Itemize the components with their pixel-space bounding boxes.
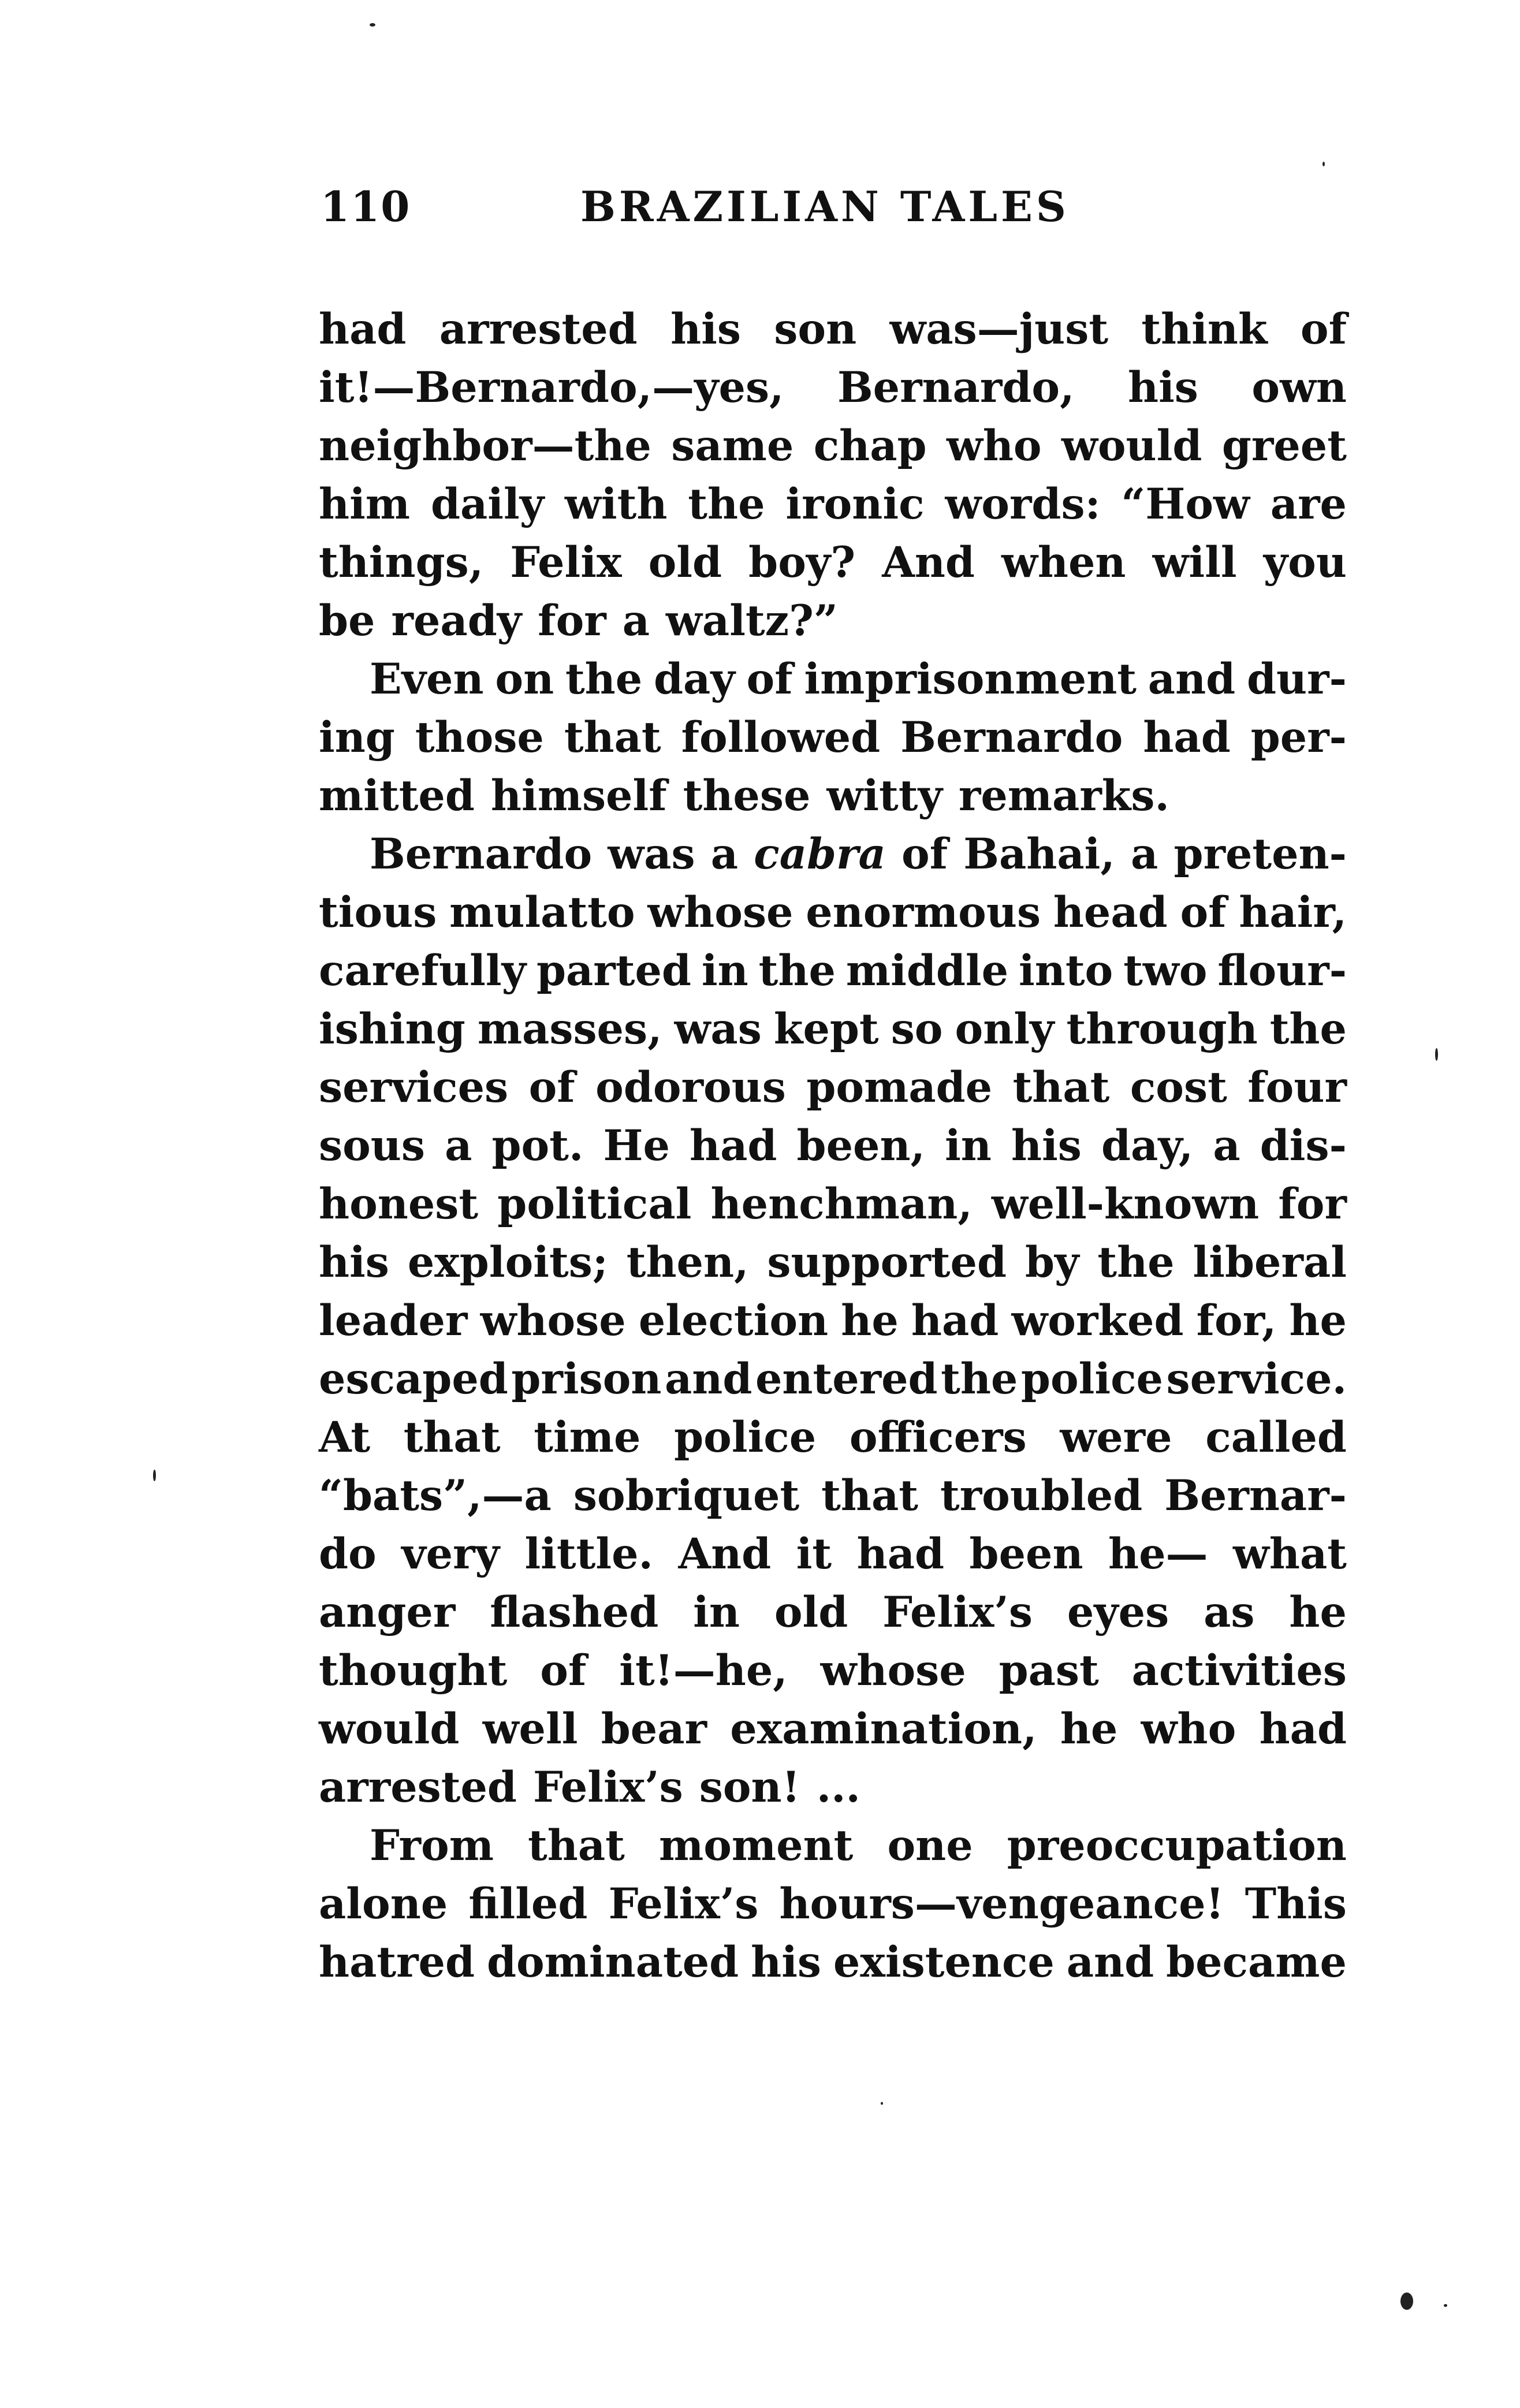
word: that bbox=[528, 1821, 625, 1870]
text-line bbox=[319, 534, 1347, 592]
scan-speck bbox=[153, 1470, 156, 1481]
word: boy? bbox=[748, 538, 856, 587]
word: ironic bbox=[785, 479, 925, 529]
word: service. bbox=[1166, 1354, 1347, 1404]
word: and bbox=[665, 1354, 752, 1404]
word: arrested bbox=[439, 304, 638, 354]
text-line bbox=[319, 475, 1347, 534]
word: day bbox=[653, 654, 735, 704]
word: it!—he, bbox=[619, 1646, 788, 1695]
word: would bbox=[1061, 421, 1202, 471]
text-line bbox=[319, 1525, 1347, 1583]
word: his bbox=[319, 1237, 389, 1287]
word: dis- bbox=[1260, 1121, 1347, 1171]
word: a bbox=[1213, 1121, 1240, 1171]
text-line bbox=[319, 650, 1347, 709]
word: of bbox=[901, 829, 948, 879]
word: had bbox=[911, 1296, 999, 1345]
word: little. bbox=[524, 1529, 653, 1579]
word: a bbox=[622, 596, 650, 646]
word: a bbox=[1130, 829, 1158, 879]
word: ing bbox=[319, 713, 395, 762]
word: him bbox=[319, 479, 411, 529]
word: had bbox=[856, 1529, 945, 1579]
word: for, bbox=[1196, 1296, 1277, 1345]
word: Bernardo bbox=[900, 713, 1123, 762]
page-header bbox=[321, 182, 1348, 251]
word: preten- bbox=[1173, 829, 1347, 879]
word: of bbox=[1300, 304, 1347, 354]
word: be bbox=[319, 596, 375, 646]
word: own bbox=[1251, 363, 1347, 412]
word: services bbox=[319, 1063, 509, 1112]
word: himself bbox=[490, 771, 667, 821]
word: flour- bbox=[1217, 946, 1347, 996]
word: words: bbox=[945, 479, 1101, 529]
word: when bbox=[1001, 538, 1126, 587]
text-line bbox=[319, 942, 1347, 1000]
word: had bbox=[1143, 713, 1231, 762]
word: alone bbox=[319, 1879, 448, 1929]
word: of bbox=[528, 1063, 575, 1112]
word: two bbox=[1123, 946, 1208, 996]
word: Bernardo bbox=[370, 829, 593, 879]
word: it!—Bernardo,—yes, bbox=[319, 363, 784, 412]
word: had bbox=[690, 1121, 777, 1171]
word: Felix’s bbox=[882, 1587, 1033, 1637]
text-line bbox=[319, 825, 1347, 884]
text-line bbox=[319, 1817, 1347, 1875]
word: the bbox=[565, 654, 643, 704]
word: on bbox=[495, 654, 554, 704]
word: the bbox=[758, 946, 836, 996]
word: sous bbox=[319, 1121, 425, 1171]
text-line bbox=[319, 1875, 1347, 1933]
word: cost bbox=[1130, 1063, 1227, 1112]
text-line bbox=[319, 1467, 1347, 1525]
word: escaped bbox=[319, 1354, 508, 1404]
word: called bbox=[1205, 1412, 1347, 1462]
word: what bbox=[1233, 1529, 1347, 1579]
word: for bbox=[1278, 1179, 1347, 1229]
word: At bbox=[319, 1412, 371, 1462]
text-line bbox=[319, 709, 1347, 767]
word: had bbox=[319, 304, 407, 354]
text-line bbox=[319, 1642, 1347, 1700]
word: things, bbox=[319, 538, 484, 587]
text-line bbox=[319, 1175, 1347, 1233]
word: kept bbox=[773, 1004, 879, 1054]
word: henchman, bbox=[710, 1179, 973, 1229]
word: son! bbox=[699, 1762, 800, 1812]
word: greet bbox=[1221, 421, 1347, 471]
word: well bbox=[482, 1704, 578, 1754]
word: old bbox=[774, 1587, 848, 1637]
word: officers bbox=[849, 1412, 1027, 1462]
word: that bbox=[403, 1412, 501, 1462]
word: been bbox=[969, 1529, 1083, 1579]
word: day, bbox=[1101, 1121, 1194, 1171]
text-line bbox=[319, 1058, 1347, 1117]
word: the bbox=[1269, 1004, 1347, 1054]
word: dominated bbox=[486, 1937, 739, 1987]
word: From bbox=[370, 1821, 494, 1870]
word: followed bbox=[681, 713, 881, 762]
word: that bbox=[1012, 1063, 1110, 1112]
word: the bbox=[688, 479, 765, 529]
word: would bbox=[319, 1704, 460, 1754]
word: you bbox=[1263, 538, 1347, 587]
word: are bbox=[1270, 479, 1347, 529]
word: son bbox=[774, 304, 857, 354]
word: that bbox=[564, 713, 661, 762]
scan-speck bbox=[1435, 1048, 1438, 1061]
word: whose bbox=[820, 1646, 966, 1695]
word: he bbox=[841, 1296, 899, 1345]
word: do bbox=[319, 1529, 377, 1579]
text-line bbox=[319, 1933, 1347, 1992]
word: he bbox=[1289, 1296, 1347, 1345]
text-line bbox=[319, 359, 1347, 417]
word: in bbox=[693, 1587, 740, 1637]
word: he— bbox=[1108, 1529, 1208, 1579]
word: imprisonment bbox=[804, 654, 1137, 704]
word: was—just bbox=[889, 304, 1109, 354]
word: who bbox=[947, 421, 1042, 471]
word: activities bbox=[1131, 1646, 1347, 1695]
word: hair, bbox=[1239, 888, 1347, 937]
word: a bbox=[710, 829, 739, 879]
word: hatred bbox=[319, 1937, 475, 1987]
word: the bbox=[941, 1354, 1018, 1404]
word: same bbox=[671, 421, 794, 471]
word: neighbor—the bbox=[319, 421, 651, 471]
word: existence bbox=[833, 1937, 1055, 1987]
word: Bernardo, bbox=[837, 363, 1075, 412]
word: he bbox=[1060, 1704, 1118, 1754]
word: examination, bbox=[730, 1704, 1037, 1754]
word: the bbox=[1097, 1237, 1175, 1287]
running-title: BRAZILIAN TALES bbox=[580, 182, 1070, 231]
word: was bbox=[674, 1004, 762, 1054]
word: mulatto bbox=[449, 888, 635, 937]
word: who bbox=[1141, 1704, 1236, 1754]
word: election bbox=[638, 1296, 829, 1345]
word: thought bbox=[319, 1646, 508, 1695]
word: per- bbox=[1250, 713, 1347, 762]
text-line bbox=[319, 1292, 1347, 1350]
word: one bbox=[887, 1821, 973, 1870]
word: a bbox=[445, 1121, 472, 1171]
word: pot. bbox=[491, 1121, 584, 1171]
word: witty bbox=[826, 771, 942, 821]
word: his bbox=[751, 1937, 822, 1987]
word: “bats”,—a bbox=[319, 1471, 552, 1520]
word: middle bbox=[845, 946, 1009, 996]
word: entered bbox=[755, 1354, 938, 1404]
word: only bbox=[955, 1004, 1055, 1054]
word: Felix’s bbox=[608, 1879, 759, 1929]
word: bear bbox=[601, 1704, 707, 1754]
word: Bernar- bbox=[1164, 1471, 1347, 1520]
text-line bbox=[319, 592, 1347, 650]
word: anger bbox=[319, 1587, 456, 1637]
word: ... bbox=[816, 1762, 860, 1812]
word: pomade bbox=[806, 1063, 993, 1112]
word: time bbox=[534, 1412, 641, 1462]
word: remarks. bbox=[958, 771, 1169, 821]
word: flashed bbox=[490, 1587, 659, 1637]
word: old bbox=[648, 538, 722, 587]
word: carefully bbox=[319, 946, 527, 996]
word: think bbox=[1141, 304, 1268, 354]
word: were bbox=[1060, 1412, 1172, 1462]
word: his bbox=[1128, 363, 1198, 412]
word: mitted bbox=[319, 771, 475, 821]
word: been, bbox=[796, 1121, 925, 1171]
word: “How bbox=[1121, 479, 1250, 529]
word: tious bbox=[319, 888, 437, 937]
text-line bbox=[319, 1000, 1347, 1058]
word: prison bbox=[511, 1354, 662, 1404]
word: head bbox=[1053, 888, 1168, 937]
word: police bbox=[674, 1412, 817, 1462]
word: dur- bbox=[1247, 654, 1347, 704]
word: moment bbox=[658, 1821, 854, 1870]
word: waltz?” bbox=[666, 596, 838, 646]
word: his bbox=[670, 304, 741, 354]
word: whose bbox=[480, 1296, 626, 1345]
word: whose bbox=[647, 888, 793, 937]
word: exploits; bbox=[407, 1237, 608, 1287]
word: parted bbox=[536, 946, 691, 996]
word: filled bbox=[468, 1879, 588, 1929]
word: supported bbox=[767, 1237, 1007, 1287]
word: for bbox=[538, 596, 606, 646]
word: of bbox=[1180, 888, 1227, 937]
word: it bbox=[796, 1529, 832, 1579]
scan-speck bbox=[881, 2102, 883, 2105]
word: ishing bbox=[319, 1004, 465, 1054]
word: and bbox=[1148, 654, 1236, 704]
word: and bbox=[1066, 1937, 1154, 1987]
word: had bbox=[1259, 1704, 1347, 1754]
word: And bbox=[678, 1529, 772, 1579]
word: Bahai, bbox=[963, 829, 1115, 879]
word: became bbox=[1166, 1937, 1347, 1987]
word: Felix’s bbox=[532, 1762, 683, 1812]
text-line bbox=[319, 300, 1347, 359]
word: past bbox=[999, 1646, 1099, 1695]
word: very bbox=[401, 1529, 500, 1579]
word: police bbox=[1020, 1354, 1163, 1404]
text-line bbox=[319, 1350, 1347, 1408]
word: Felix bbox=[510, 538, 622, 587]
word: in bbox=[945, 1121, 992, 1171]
word: those bbox=[415, 713, 544, 762]
text-line bbox=[319, 1233, 1347, 1292]
word: then, bbox=[626, 1237, 749, 1287]
word: through bbox=[1066, 1004, 1258, 1054]
scan-speck bbox=[370, 23, 375, 27]
word: was bbox=[608, 829, 695, 879]
scan-speck bbox=[1400, 2293, 1413, 2310]
word: by bbox=[1024, 1237, 1079, 1287]
word: of bbox=[540, 1646, 587, 1695]
word: in bbox=[701, 946, 748, 996]
text-line bbox=[319, 767, 1347, 825]
word: troubled bbox=[940, 1471, 1143, 1520]
word: into bbox=[1019, 946, 1113, 996]
word: ready bbox=[391, 596, 522, 646]
page-number: 110 bbox=[321, 182, 411, 231]
word: liberal bbox=[1193, 1237, 1347, 1287]
word: preoccupation bbox=[1007, 1821, 1347, 1870]
word: daily bbox=[430, 479, 545, 529]
word: cabra bbox=[754, 829, 886, 879]
word: leader bbox=[319, 1296, 468, 1345]
word: He bbox=[603, 1121, 670, 1171]
word: well-known bbox=[991, 1179, 1260, 1229]
word: honest bbox=[319, 1179, 479, 1229]
word: these bbox=[683, 771, 811, 821]
body-text bbox=[319, 300, 1347, 1992]
word: political bbox=[497, 1179, 692, 1229]
word: hours—vengeance! bbox=[779, 1879, 1224, 1929]
word: worked bbox=[1011, 1296, 1184, 1345]
text-line bbox=[319, 1408, 1347, 1467]
scan-speck bbox=[1444, 2304, 1447, 2307]
word: as bbox=[1204, 1587, 1255, 1637]
word: And bbox=[882, 538, 975, 587]
word: so bbox=[891, 1004, 943, 1054]
word: This bbox=[1245, 1879, 1347, 1929]
text-line bbox=[319, 417, 1347, 475]
word: four bbox=[1247, 1063, 1347, 1112]
word: odorous bbox=[595, 1063, 786, 1112]
word: enormous bbox=[806, 888, 1041, 937]
word: eyes bbox=[1067, 1587, 1169, 1637]
word: will bbox=[1152, 538, 1237, 587]
word: chap bbox=[813, 421, 927, 471]
word: Even bbox=[370, 654, 484, 704]
scan-speck bbox=[1322, 162, 1325, 166]
word: his bbox=[1011, 1121, 1082, 1171]
word: he bbox=[1289, 1587, 1347, 1637]
text-line bbox=[319, 1117, 1347, 1175]
text-line bbox=[319, 884, 1347, 942]
word: masses, bbox=[477, 1004, 662, 1054]
word: with bbox=[565, 479, 668, 529]
text-line bbox=[319, 1758, 1347, 1817]
word: of bbox=[746, 654, 793, 704]
word: arrested bbox=[319, 1762, 517, 1812]
word: sobriquet bbox=[573, 1471, 800, 1520]
word: that bbox=[821, 1471, 918, 1520]
text-line bbox=[319, 1583, 1347, 1642]
text-line bbox=[319, 1700, 1347, 1758]
